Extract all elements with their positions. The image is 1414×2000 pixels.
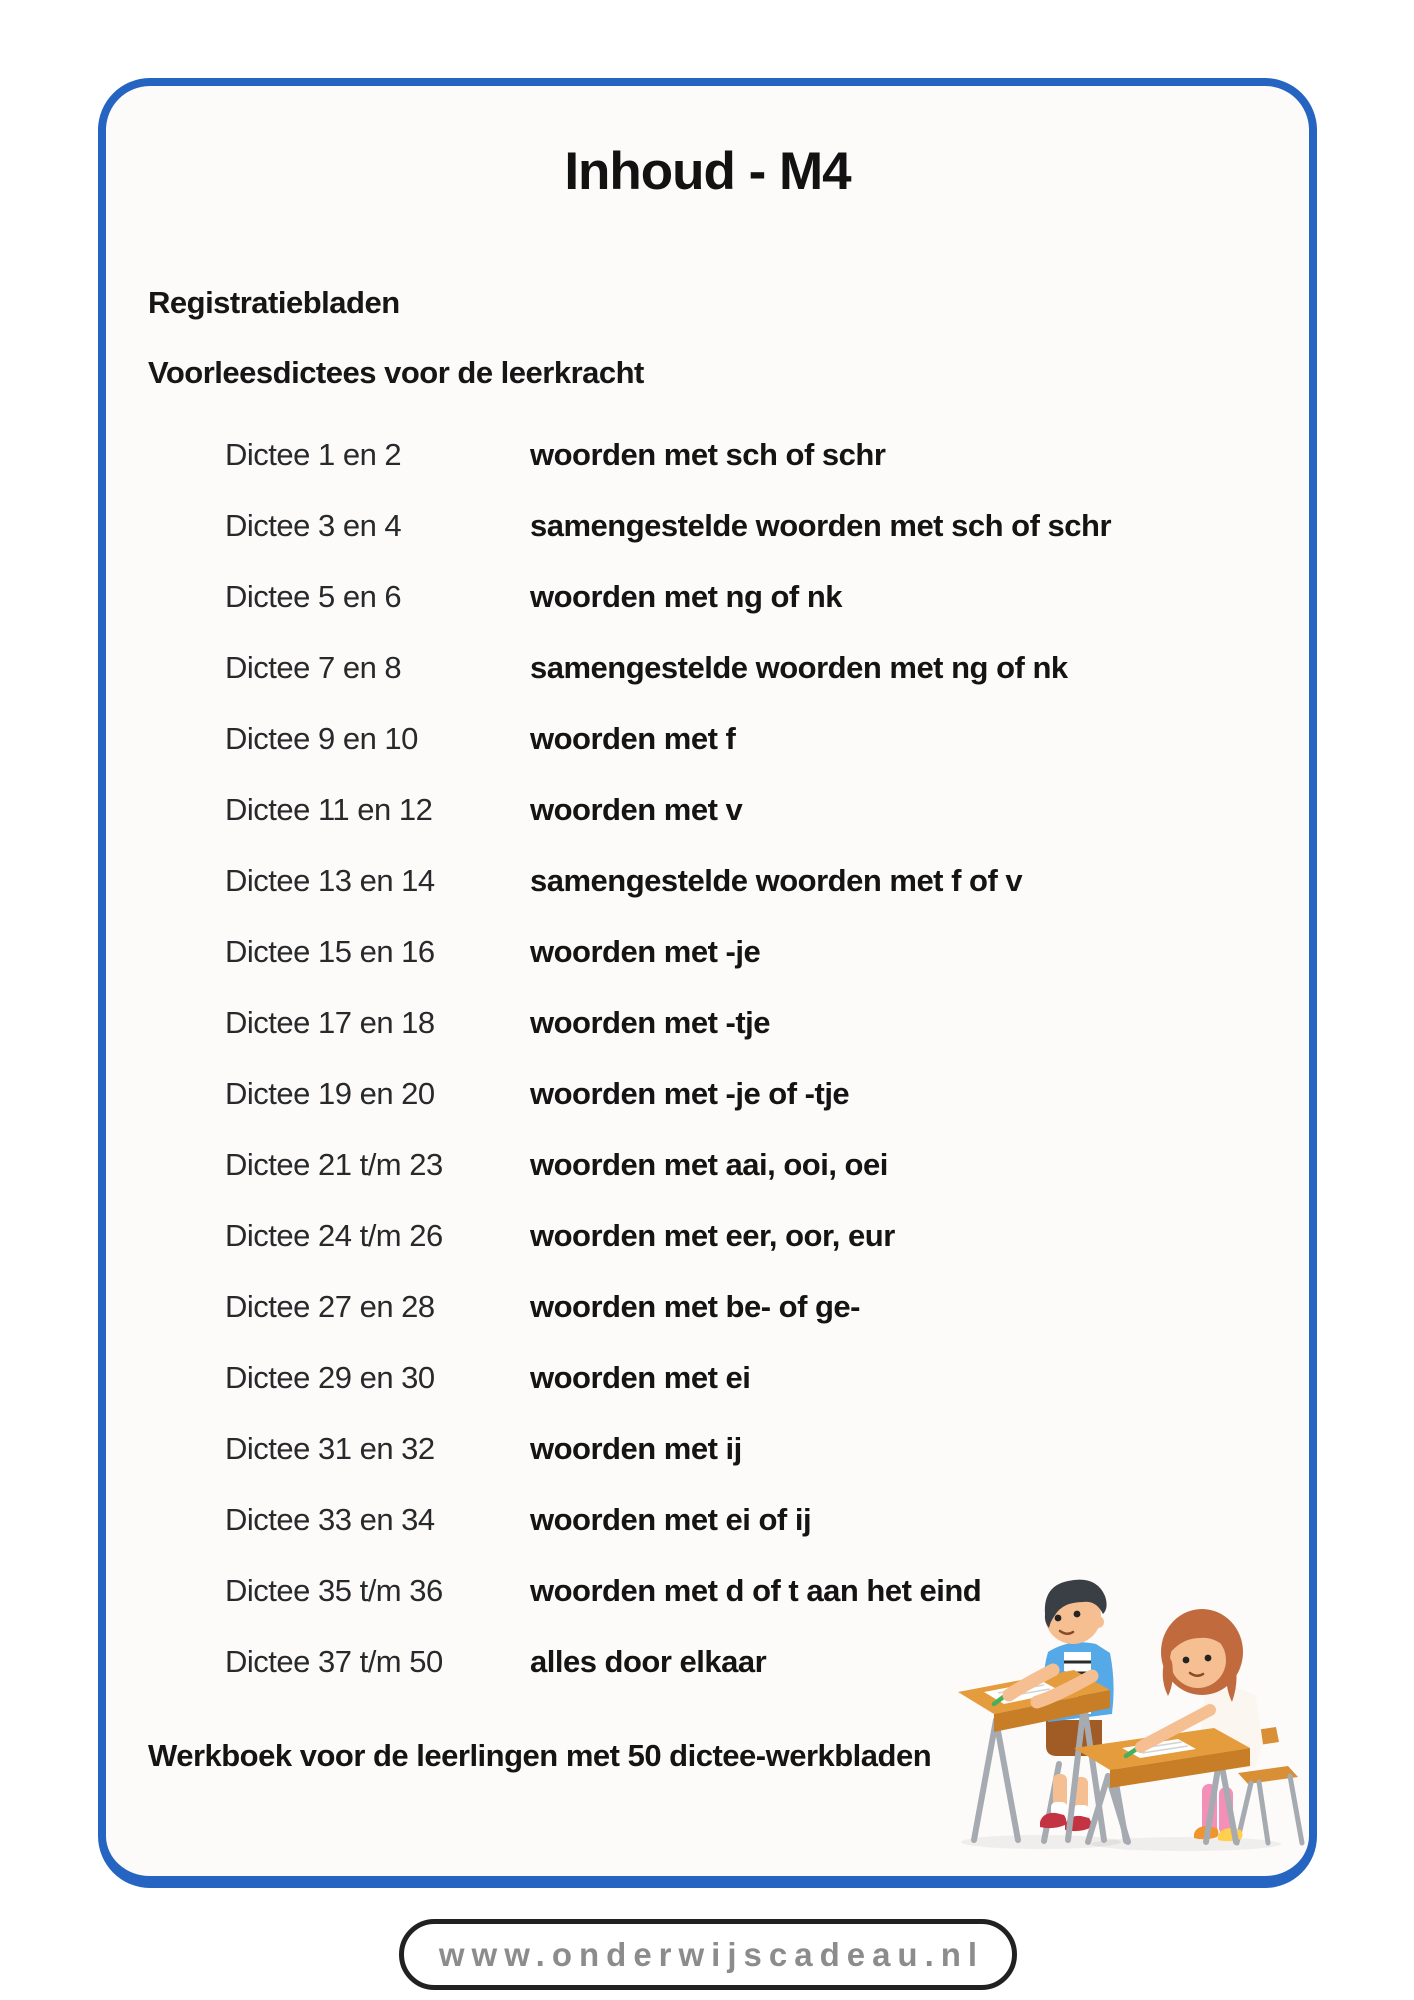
list-item — [106, 845, 1309, 916]
dictee-range: Dictee 31 en 32 — [225, 1430, 435, 1466]
website-pill — [399, 1919, 1017, 1990]
dictee-topic: woorden met ei of ij — [530, 1501, 812, 1537]
dictee-topic: woorden met aai, ooi, oei — [530, 1146, 888, 1182]
dictee-topic: woorden met ng of nk — [530, 578, 843, 614]
dictee-range: Dictee 35 t/m 36 — [225, 1572, 443, 1608]
list-item — [106, 1271, 1309, 1342]
dictee-list — [106, 419, 1309, 1697]
list-item — [106, 490, 1309, 561]
dictee-topic: woorden met ei — [530, 1359, 751, 1395]
dictee-topic: woorden met -je — [530, 933, 761, 969]
dictee-topic: woorden met sch of schr — [530, 436, 886, 472]
dictee-range: Dictee 33 en 34 — [225, 1501, 435, 1537]
list-item — [106, 561, 1309, 632]
dictee-range: Dictee 5 en 6 — [225, 578, 402, 614]
werkboek-line: Werkboek voor de leerlingen met 50 dictee-werkbladen — [148, 1738, 932, 1773]
list-item — [106, 1200, 1309, 1271]
list-item — [106, 774, 1309, 845]
page-title: Inhoud - M4 — [564, 142, 851, 201]
content-frame — [98, 78, 1317, 1888]
dictee-topic: woorden met d of t aan het eind — [530, 1572, 982, 1608]
dictee-range: Dictee 13 en 14 — [225, 862, 435, 898]
dictee-range: Dictee 1 en 2 — [225, 436, 402, 472]
dictee-topic: samengestelde woorden met f of v — [530, 862, 1023, 898]
children-writing-at-desks-illustration — [956, 1552, 1310, 1854]
dictee-range: Dictee 27 en 28 — [225, 1288, 435, 1324]
dictee-topic: woorden met -je of -tje — [530, 1075, 850, 1111]
dictee-range: Dictee 19 en 20 — [225, 1075, 435, 1111]
dictee-range: Dictee 29 en 30 — [225, 1359, 435, 1395]
dictee-range: Dictee 17 en 18 — [225, 1004, 435, 1040]
dictee-range: Dictee 3 en 4 — [225, 507, 402, 543]
dictee-range: Dictee 11 en 12 — [225, 791, 433, 827]
dictee-topic: woorden met -tje — [530, 1004, 771, 1040]
dictee-topic: samengestelde woorden met sch of schr — [530, 507, 1112, 543]
dictee-range: Dictee 24 t/m 26 — [225, 1217, 443, 1253]
list-item — [106, 987, 1309, 1058]
dictee-topic: woorden met eer, oor, eur — [530, 1217, 895, 1253]
list-item — [106, 703, 1309, 774]
list-item — [106, 916, 1309, 987]
dictee-range: Dictee 15 en 16 — [225, 933, 435, 969]
dictee-range: Dictee 7 en 8 — [225, 649, 402, 685]
list-item — [106, 1129, 1309, 1200]
dictee-topic: woorden met ij — [530, 1430, 742, 1466]
list-item — [106, 1484, 1309, 1555]
list-item — [106, 419, 1309, 490]
dictee-topic: woorden met f — [530, 720, 736, 756]
dictee-range: Dictee 21 t/m 23 — [225, 1146, 443, 1182]
dictee-topic: alles door elkaar — [530, 1643, 767, 1679]
website-url[interactable]: www.onderwijscadeau.nl — [438, 1935, 985, 1973]
list-item — [106, 1413, 1309, 1484]
dictee-topic: woorden met v — [530, 791, 743, 827]
list-item — [106, 1342, 1309, 1413]
dictee-topic: woorden met be- of ge- — [530, 1288, 860, 1324]
dictee-range: Dictee 37 t/m 50 — [225, 1643, 443, 1679]
dictee-topic: samengestelde woorden met ng of nk — [530, 649, 1068, 685]
section-voorleesdictees: Voorleesdictees voor de leerkracht — [148, 355, 644, 390]
section-registratiebladen: Registratiebladen — [148, 285, 400, 320]
list-item — [106, 632, 1309, 703]
dictee-range: Dictee 9 en 10 — [225, 720, 418, 756]
list-item — [106, 1058, 1309, 1129]
